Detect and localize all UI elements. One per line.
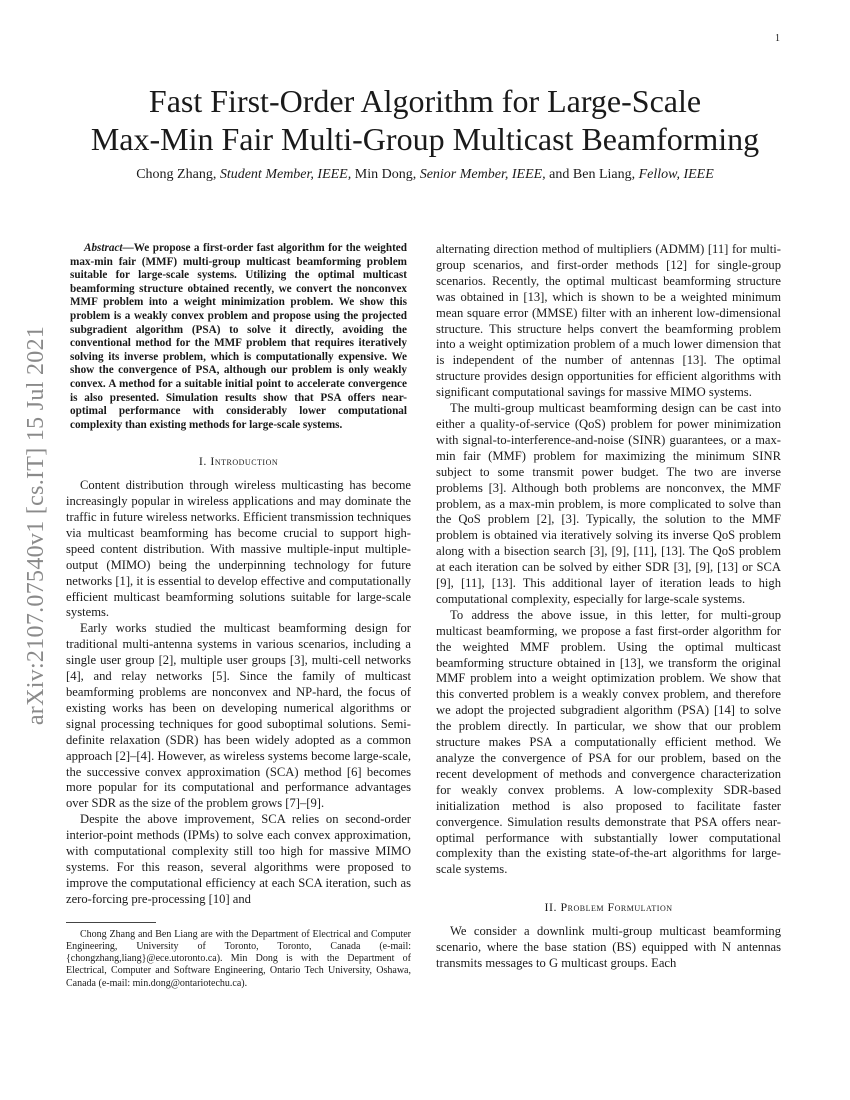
section-heading-problem-formulation: [436, 900, 781, 916]
section-title: Introduction: [210, 454, 279, 469]
abstract-text: —We propose a first-order fast algorithm for the weighted max-min fair (MMF) multi-group multicast beamforming problem suitable for large-scale systems. Utilizing the optimal multicast beamforming structure obtained recently, we convert the nonconvex MMF problem into a weight minimization problem. We show this problem is a weakly convex problem and propose using the projected subgradient algorithm (PSA) to solve it directly, avoiding the conventional method for the MMF problem that requires iteratively solving its inverse problem, which is computationally expensive. We show the convergence of PSA, although our problem is only weakly convex. A method for a suitable initial point to accelerate convergence is also presented. Simulation results show that PSA offers near-optimal performance with considerably lower computational complexity than existing methods for large-scale systems.: [70, 242, 407, 431]
body-paragraph: alternating direction method of multipliers (ADMM) [11] for multi-group scenarios, and first-order methods [12] for single-group scenarios. Recently, the optimal multicast beamforming structure was obtained in [13], which is shown to be a weighted minimum mean square error (MMSE) filter with an inherent low-dimensional structure. This structure helps convert the beamforming problem into a weight optimization problem of a much lower dimension that is independent of the number of antennas [13]. The optimal structure provides design opportunities for efficient algorithms with significant computational savings for massive MIMO systems.: [436, 242, 781, 400]
arxiv-identifier: [12, 290, 62, 760]
author-name: Chong Zhang,: [136, 167, 217, 182]
section-numeral: II.: [544, 900, 561, 915]
paper-title-line-2: Max-Min Fair Multi-Group Multicast Beamforming: [90, 121, 760, 157]
author-role: Fellow, IEEE: [638, 167, 714, 182]
author-name: Min Dong,: [354, 167, 417, 182]
arxiv-identifier-text: arXiv:2107.07540v1 [cs.IT] 15 Jul 2021: [23, 325, 50, 725]
body-paragraph: We consider a downlink multi-group multicast beamforming scenario, where the base station (BS) equipped with N antennas transmits messages to G multicast groups. Each: [436, 924, 781, 970]
body-paragraph: To address the above issue, in this letter, for multi-group multicast beamforming, we propose a fast first-order algorithm for the weighted MMF problem. Using the optimal multicast beamforming structure obtained in [13], we transform the original MMF problem into a weight optimization problem. We show that this converted problem is a weakly convex problem, and therefore we adopt the projected subgradient algorithm (PSA) [14] to solve the problem directly. In particular, we show that our problem structure makes PSA a computationally efficient method. We analyze the convergence of PSA for our problem, based on the recent development of methods and convergence characterization for weakly convex problems. A low-complexity SDR-based initialization method is also proposed to facilitate faster convergence. Simulation results demonstrate that PSA offers near-optimal performance with substantially lower computational complexity than the existing state-of-the-art algorithms for large-scale systems.: [436, 607, 781, 877]
author-role: Senior Member, IEEE,: [419, 167, 546, 182]
body-paragraph: The multi-group multicast beamforming design can be cast into either a quality-of-service (QoS) problem for power minimization with signal-to-interference-and-noise (SINR) guarantees, or a max-min fair (MMF) problem for maximizing the minimum SINR subject to some transmit power budget. The two are inverse problems [3]. Although both problems are nonconvex, the MMF problem, as a max-min problem, is more complicated to solve than the QoS problem [2], [3]. Typically, the solution to the MMF problem is obtained via iteratively solving its inverse QoS problem along with a bisection search [3], [9], [11], [13]. The QoS problem at each iteration can be solved by either SDR [3], [9], [13] or SCA [9], [11], [13]. This additional layer of iteration leads to high computational complexity, especially for large-scale systems.: [436, 401, 781, 606]
section-numeral: I.: [198, 454, 211, 469]
author-affiliation-footnote: Chong Zhang and Ben Liang are with the Department of Electrical and Computer Engineering, University of Toronto, Toronto, Canada (e-mail: {chongzhang,liang}@ece.utoronto.ca). Min Dong is with the Department of Electrical, Computer and Software Engineering, Ontario Tech University, Oshawa, Canada (e-mail: min.dong@ontariotechu.ca).: [66, 928, 411, 989]
author-name: and Ben Liang,: [549, 167, 636, 182]
section-title: Problem Formulation: [560, 900, 673, 915]
section-heading-introduction: [66, 454, 411, 470]
paper-title-line-1: Fast First-Order Algorithm for Large-Scale: [148, 83, 702, 119]
title-block: [66, 82, 784, 184]
body-paragraph: Early works studied the multicast beamforming design for traditional multi-antenna systems in various scenarios, including a single user group [2], multiple user groups [3], multi-cell networks [4], and relay networks [5]. Since the family of multicast beamforming problems are nonconvex and NP-hard, the focus of existing works has been on developing numerical algorithms or signal processing techniques for good suboptimal solutions. Semi-definite relaxation (SDR) has been widely adopted as a common approach [2]–[4]. However, as wireless systems become large-scale, the successive convex approximation (SCA) method [6] becomes more popular for its computational and performance advantages over SDR as the size of the problem grows [7]–[9].: [66, 621, 411, 811]
right-column: [436, 242, 781, 972]
page-number: 1: [775, 33, 780, 44]
left-column: [66, 242, 411, 990]
abstract: [66, 242, 411, 432]
footnote-divider: [66, 922, 156, 923]
author-role: Student Member, IEEE,: [219, 167, 352, 182]
author-list: [66, 166, 784, 184]
body-paragraph: Content distribution through wireless multicasting has become increasingly popular in wireless applications and may dominate the traffic in future wireless networks. Efficient transmission techniques via multicast beamforming has become crucial to support high-speed content distribution. With massive multiple-input multiple-output (MIMO) being the underpinning technology for future networks [1], it is essential to develop effective and computationally efficient multicast beamforming solutions suitable for large-scale systems.: [66, 478, 411, 620]
abstract-label: Abstract: [84, 242, 123, 254]
body-paragraph: Despite the above improvement, SCA relies on second-order interior-point methods (IPMs) to solve each convex approximation, with computational complexity still too high for massive MIMO systems. For this reason, several algorithms were proposed to improve the computational efficiency at each SCA iteration, such as zero-forcing pre-processing [10] and: [66, 812, 411, 906]
